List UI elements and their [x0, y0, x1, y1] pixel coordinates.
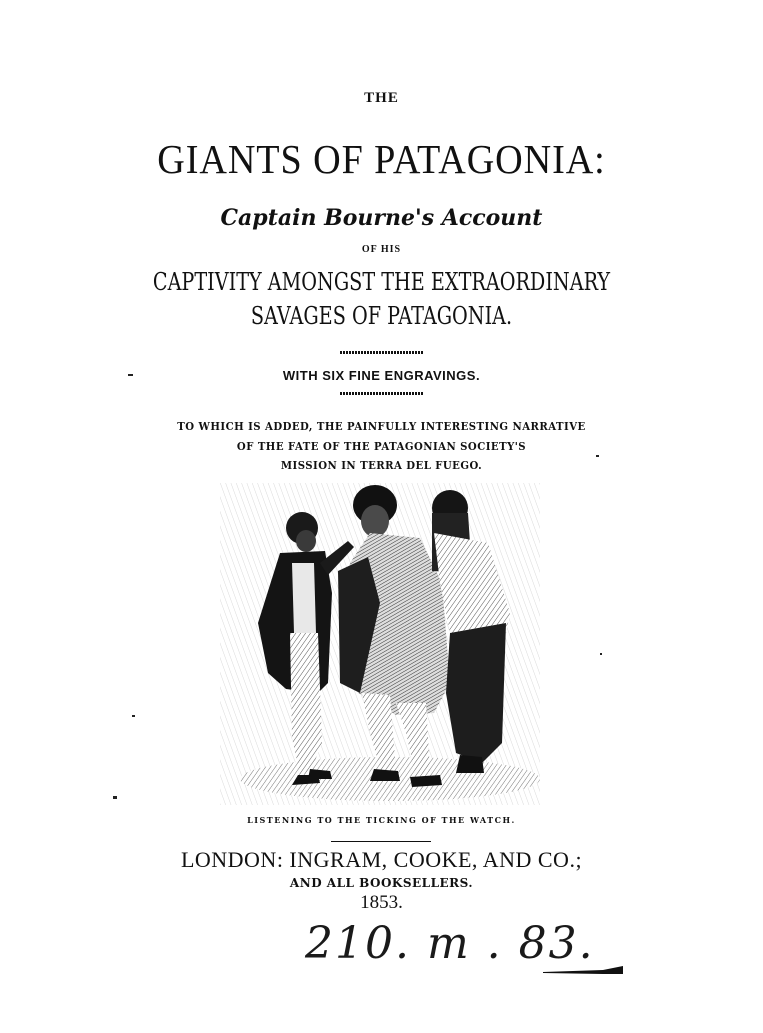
captivity-line-2: SAVAGES OF PATAGONIA.: [250, 302, 513, 330]
handwritten-shelfmark: 210. m . 83.: [305, 918, 595, 969]
page-speck: [113, 796, 117, 799]
caption-rule: [331, 841, 431, 842]
publication-year: 1853.: [360, 892, 403, 913]
ink-stroke: [543, 966, 623, 975]
page-speck: [596, 455, 599, 457]
ornamental-rule-bottom: [340, 392, 424, 395]
page-speck: [600, 653, 602, 655]
frontispiece-engraving: [220, 483, 540, 805]
engraving-caption: LISTENING TO THE TICKING OF THE WATCH.: [247, 815, 516, 825]
publisher-line: LONDON: INGRAM, COOKE, AND CO.;: [180, 847, 583, 872]
main-title: GIANTS OF PATAGONIA:: [157, 136, 606, 182]
booksellers-line: AND ALL BOOKSELLERS.: [289, 876, 474, 890]
title-article: THE: [364, 90, 399, 106]
ornamental-rule-top: [340, 351, 424, 354]
subtitle: Captain Bourne's Account: [220, 205, 543, 231]
page-speck: [128, 374, 133, 376]
of-his-line: OF HIS: [361, 244, 402, 255]
engravings-line: WITH SIX FINE ENGRAVINGS.: [282, 368, 481, 383]
added-line-3: MISSION IN TERRA DEL FUEGO.: [280, 459, 483, 472]
page-speck: [132, 715, 135, 717]
added-line-2: OF THE FATE OF THE PATAGONIAN SOCIETY'S: [236, 440, 527, 453]
added-line-1: TO WHICH IS ADDED, THE PAINFULLY INTERESTING NARRATIVE: [177, 420, 586, 433]
captivity-line-1: CAPTIVITY AMONGST THE EXTRAORDINARY: [152, 268, 611, 296]
